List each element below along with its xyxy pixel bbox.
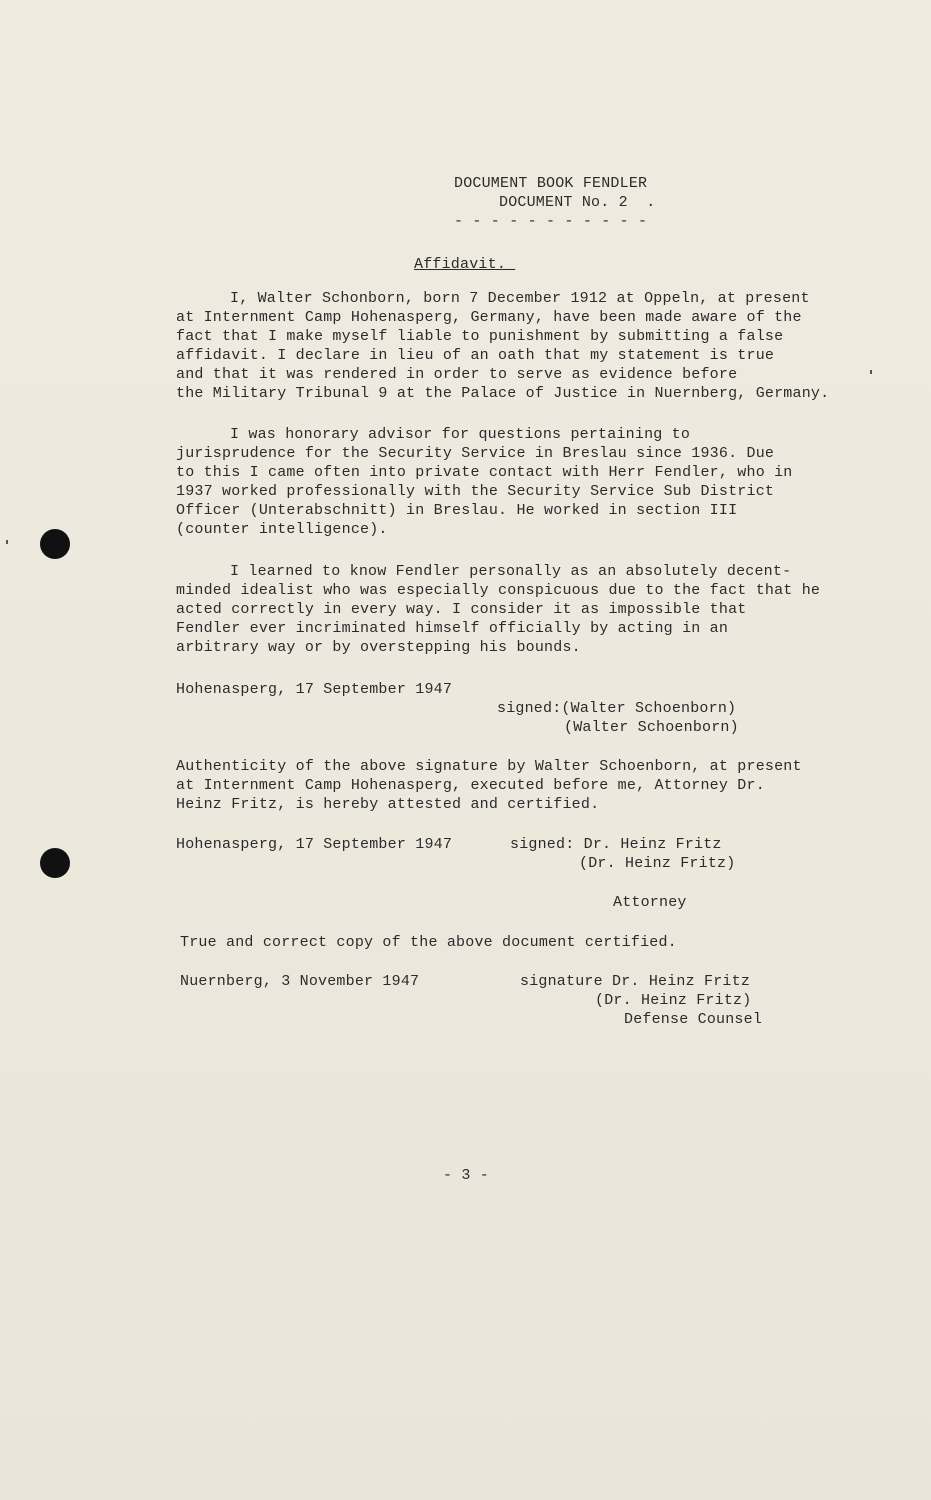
paragraph-1-line: and that it was rendered in order to serve as evidence before xyxy=(176,366,738,383)
signature-2-signed: signed: Dr. Heinz Fritz xyxy=(510,836,722,853)
signature-1-place-date: Hohenasperg, 17 September 1947 xyxy=(176,681,453,698)
paragraph-3-line: I learned to know Fendler personally as an absolutely decent- xyxy=(230,563,792,580)
paragraph-3-line: minded idealist who was especially conspicuous due to the fact that he xyxy=(176,582,821,599)
margin-mark xyxy=(6,540,8,544)
paragraph-1-line: affidavit. I declare in lieu of an oath that my statement is true xyxy=(176,347,775,364)
punch-hole-top xyxy=(40,529,70,559)
paragraph-1-line: fact that I make myself liable to punishment by submitting a false xyxy=(176,328,784,345)
document-book-title: DOCUMENT BOOK FENDLER xyxy=(454,175,648,192)
paragraph-1-line: I, Walter Schonborn, born 7 December 1912 at Oppeln, at present xyxy=(230,290,810,307)
affidavit-title: Affidavit._ xyxy=(414,256,516,273)
signature-3-place-date: Nuernberg, 3 November 1947 xyxy=(180,973,420,990)
authentication-line: at Internment Camp Hohenasperg, executed before me, Attorney Dr. xyxy=(176,777,765,794)
authentication-line: Authenticity of the above signature by Walter Schoenborn, at present xyxy=(176,758,802,775)
page-number: - 3 - xyxy=(443,1167,490,1184)
paragraph-1-line: the Military Tribunal 9 at the Palace of Justice in Nuernberg, Germany. xyxy=(176,385,830,402)
signature-1-signed: signed:(Walter Schoenborn) xyxy=(497,700,737,717)
signature-3-signed: signature Dr. Heinz Fritz xyxy=(520,973,751,990)
paragraph-2-line: jurisprudence for the Security Service in Breslau since 1936. Due xyxy=(176,445,775,462)
paragraph-3-line: arbitrary way or by overstepping his bounds. xyxy=(176,639,581,656)
paragraph-2-line: I was honorary advisor for questions pertaining to xyxy=(230,426,691,443)
paragraph-2-line: 1937 worked professionally with the Security Service Sub District xyxy=(176,483,775,500)
punch-hole-bottom xyxy=(40,848,70,878)
authentication-line: Heinz Fritz, is hereby attested and certified. xyxy=(176,796,600,813)
paragraph-2-line: Officer (Unterabschnitt) in Breslau. He worked in section III xyxy=(176,502,738,519)
margin-mark xyxy=(870,370,872,374)
signature-2-title: Attorney xyxy=(613,894,687,911)
signature-2-name: (Dr. Heinz Fritz) xyxy=(579,855,736,872)
signature-2-place-date: Hohenasperg, 17 September 1947 xyxy=(176,836,453,853)
signature-1-name: (Walter Schoenborn) xyxy=(564,719,739,736)
document-number: DOCUMENT No. 2 . xyxy=(499,194,656,211)
paragraph-1-line: at Internment Camp Hohenasperg, Germany, have been made aware of the xyxy=(176,309,802,326)
header-rule: - - - - - - - - - - - xyxy=(454,213,648,230)
signature-3-title: Defense Counsel xyxy=(624,1011,763,1028)
paragraph-2-line: (counter intelligence). xyxy=(176,521,388,538)
certification-statement: True and correct copy of the above document certified. xyxy=(180,934,677,951)
signature-3-name: (Dr. Heinz Fritz) xyxy=(595,992,752,1009)
paragraph-3-line: acted correctly in every way. I consider it as impossible that xyxy=(176,601,747,618)
paragraph-2-line: to this I came often into private contact with Herr Fendler, who in xyxy=(176,464,793,481)
paragraph-3-line: Fendler ever incriminated himself officially by acting in an xyxy=(176,620,729,637)
